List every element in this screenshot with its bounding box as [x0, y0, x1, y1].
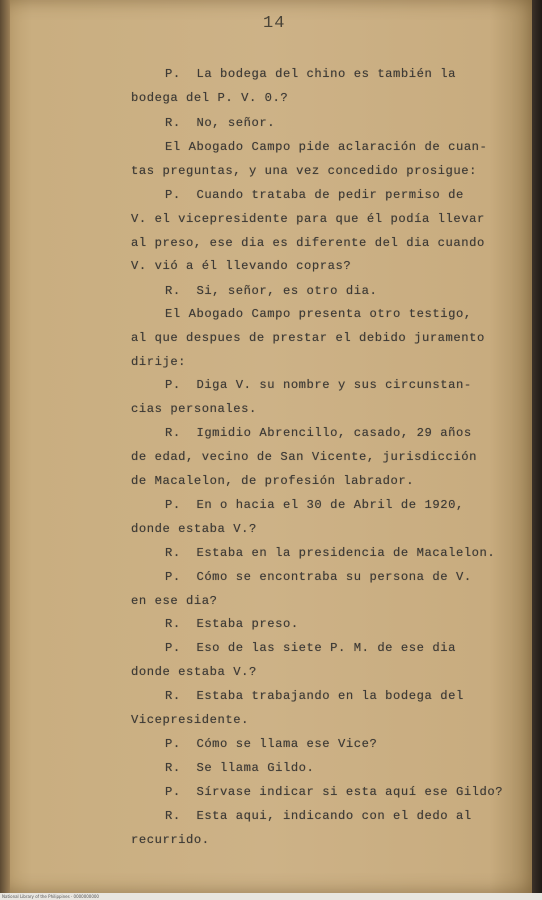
text-line: P. Cuando trataba de pedir permiso de [165, 188, 464, 202]
text-line: R. No, señor. [165, 116, 276, 130]
text-line: El Abogado Campo pide aclaración de cuan- [165, 140, 488, 154]
text-line: P. Cómo se encontraba su persona de V. [165, 570, 472, 584]
page-number: 14 [263, 14, 286, 33]
text-line: R. Esta aqui, indicando con el dedo al [165, 809, 472, 823]
text-line: P. Diga V. su nombre y sus circunstan- [165, 378, 472, 392]
text-line: Vicepresidente. [131, 713, 249, 727]
text-line: bodega del P. V. 0.? [131, 91, 289, 105]
text-line: V. el vicepresidente para que él podía llevar [131, 212, 485, 226]
page-binding [0, 0, 10, 893]
text-line: al preso, ese dia es diferente del dia cuando [131, 236, 485, 250]
text-line: P. La bodega del chino es también la [165, 67, 456, 81]
text-line: P. Cómo se llama ese Vice? [165, 737, 378, 751]
text-line: V. vió a él llevando copras? [131, 259, 352, 273]
text-line: R. Igmidio Abrencillo, casado, 29 años [165, 426, 472, 440]
text-line: P. Eso de las siete P. M. de ese dia [165, 641, 456, 655]
text-line: donde estaba V.? [131, 522, 257, 536]
text-line: donde estaba V.? [131, 665, 257, 679]
text-line: cias personales. [131, 402, 257, 416]
text-line: R. Estaba trabajando en la bodega del [165, 689, 464, 703]
text-line: en ese dia? [131, 594, 218, 608]
text-line: R. Se llama Gildo. [165, 761, 315, 775]
text-line: R. Si, señor, es otro dia. [165, 284, 378, 298]
text-line: El Abogado Campo presenta otro testigo, [165, 307, 472, 321]
scan-footer-text: National Library of the Philippines · 0000000000 [2, 894, 99, 899]
text-line: recurrido. [131, 833, 210, 847]
page-edge-shadow [532, 0, 542, 900]
text-line: de edad, vecino de San Vicente, jurisdicción [131, 450, 478, 464]
text-line: R. Estaba preso. [165, 617, 299, 631]
text-line: P. En o hacia el 30 de Abril de 1920, [165, 498, 464, 512]
text-line: P. Sírvase indicar si esta aquí ese Gildo? [165, 785, 504, 799]
text-line: tas preguntas, y una vez concedido prosigue: [131, 164, 478, 178]
text-line: dirije: [131, 355, 187, 369]
text-line: de Macalelon, de profesión labrador. [131, 474, 415, 488]
text-line: R. Estaba en la presidencia de Macalelon. [165, 546, 496, 560]
text-line: al que despues de prestar el debido juramento [131, 331, 485, 345]
